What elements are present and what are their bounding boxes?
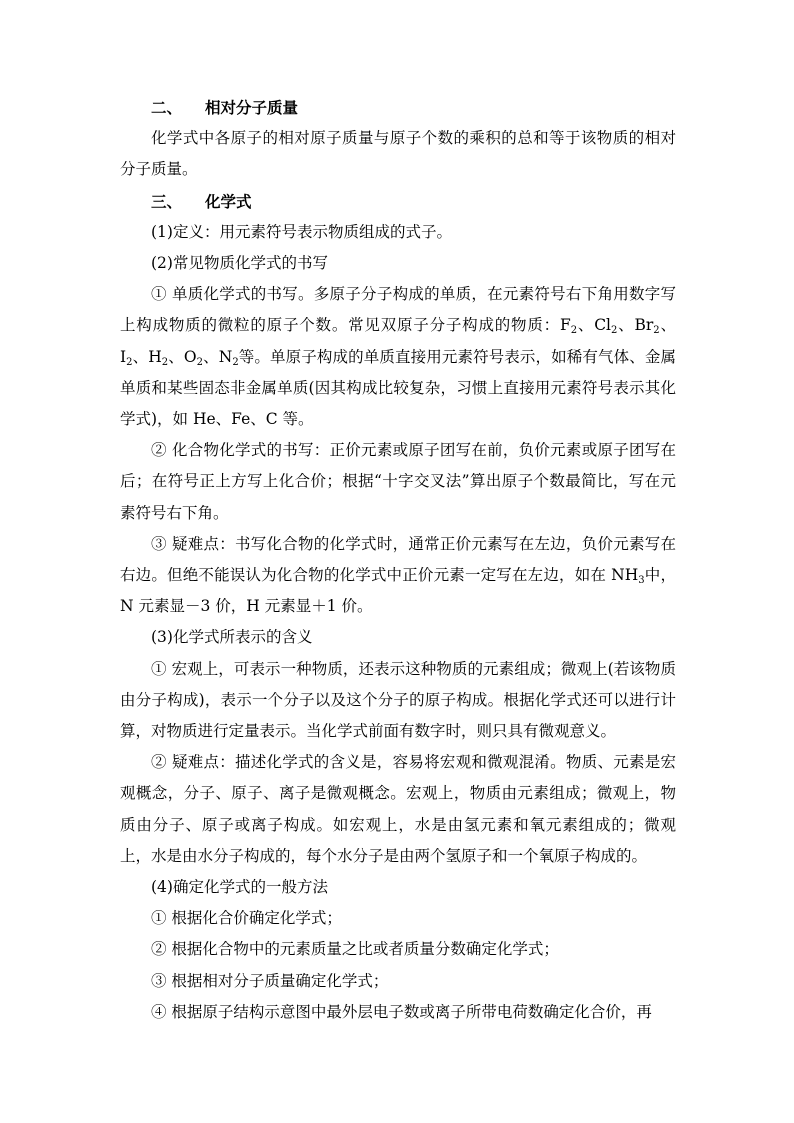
- section-heading-3: [120, 186, 676, 217]
- section-title: 化学式: [205, 191, 252, 211]
- element-symbol: F: [559, 316, 571, 335]
- paragraph-elements-formula: [120, 279, 676, 435]
- subscript: 2: [232, 356, 239, 368]
- subheading-meaning: (3)化学式所表示的含义: [151, 628, 313, 647]
- text-span: 等。单原子构成的单质直接用元素符号表示，如稀有气体、金属单质和某些固态非金属单质(因其构成比较复杂，习惯上直接用元素符号表示其化学式)，如 He、Fe、C 等。: [120, 347, 676, 429]
- formula-h2: [148, 348, 168, 366]
- paragraph-macro-micro: ① 宏观上，可表示一种物质，还表示这种物质的元素组成；微观上(若该物质由分子构成)，表示一个分子以及这个分子的原子构成。根据化学式还可以进行计算，对物质进行定量表示。当化学式前面有数字时，则只具有微观意义。: [120, 659, 676, 741]
- formula-cl2: [594, 316, 618, 337]
- separator: 、: [577, 316, 595, 335]
- list-item-method: ④ 根据原子结构示意图中最外层电子数或离子所带电荷数确定化合价，再: [151, 1002, 652, 1021]
- element-symbol: Cl: [594, 316, 612, 335]
- paragraph-molecular-mass: 化学式中各原子的相对原子质量与原子个数的乘积的总和等于该物质的相对分子质量。: [120, 129, 676, 179]
- subscript: 2: [570, 325, 578, 337]
- section-number: 二、: [151, 98, 183, 117]
- subscript: 2: [196, 356, 203, 368]
- subheading-writing: (2)常见物质化学式的书写: [151, 254, 328, 273]
- element-symbol: Br: [634, 316, 654, 335]
- subscript: 2: [611, 325, 618, 337]
- list-item-method: ② 根据化合物中的元素质量之比或者质量分数确定化学式；: [151, 940, 559, 959]
- separator: 、: [617, 316, 635, 335]
- element-symbol: O: [183, 347, 197, 366]
- list-item-method: ③ 根据相对分子质量确定化学式；: [151, 971, 389, 990]
- formula-br2: [634, 316, 660, 337]
- paragraph-definition: (1)定义：用元素符号表示物质组成的式子。: [151, 222, 452, 241]
- section-number: 三、: [151, 191, 183, 211]
- section-title: 相对分子质量: [205, 98, 299, 117]
- formula-f2: [559, 316, 578, 337]
- text-span: ③ 疑难点：书写化合物的化学式时，通常正价元素写在左边，负价元素写在右边。但绝不能误认为化合物的化学式中正价元素一定写在左边，如在 NH: [120, 534, 676, 585]
- subheading-method: (4)确定化学式的一般方法: [151, 878, 328, 897]
- separator: 、: [132, 347, 149, 366]
- separator: 、: [203, 347, 219, 366]
- text-span: ① 单质化学式的书写。多原子分子构成的单质，在元素符号右下角用数字写上构成物质的微粒的原子个数。常见双原子分子构成的物质：: [120, 285, 676, 335]
- subscript: 2: [161, 356, 169, 368]
- document-body: [120, 92, 676, 1028]
- element-symbol: I: [120, 347, 127, 366]
- paragraph-difficulty-meaning: ② 疑难点：描述化学式的含义是，容易将宏观和微观混淆。物质、元素是宏观概念，分子、原子、离子是微观概念。宏观上，物质由元素组成；微观上，物质由分子、原子或离子构成。如宏观上，水是由氢元素和氧元素组成的；微观上，水是由水分子构成的，每个水分子是由两个氢原子和一个氧原子构成的。: [120, 753, 676, 865]
- formula-i2: [120, 348, 133, 366]
- subscript: 3: [638, 575, 645, 587]
- paragraph-compound-formula: ② 化合物化学式的书写：正价元素或原子团写在前，负价元素或原子团写在后；在符号正上方写上化合价；根据“十字交叉法”算出原子个数最简比，写在元素符号右下角。: [120, 441, 676, 522]
- text-span: 中，N 元素显－3 价，H 元素显＋1 价。: [120, 566, 676, 616]
- formula-o2: [184, 348, 203, 366]
- separator: 、: [168, 347, 184, 366]
- formula-n2: [219, 348, 239, 366]
- subscript: 2: [653, 325, 660, 337]
- list-item-method: ① 根据化合价确定化学式；: [151, 909, 342, 928]
- subscript: 2: [126, 356, 133, 368]
- element-symbol: N: [218, 347, 233, 366]
- element-symbol: H: [148, 347, 162, 366]
- section-heading-2: [120, 92, 676, 123]
- separator: 、: [659, 316, 676, 335]
- paragraph-difficulty-writing: [120, 529, 676, 623]
